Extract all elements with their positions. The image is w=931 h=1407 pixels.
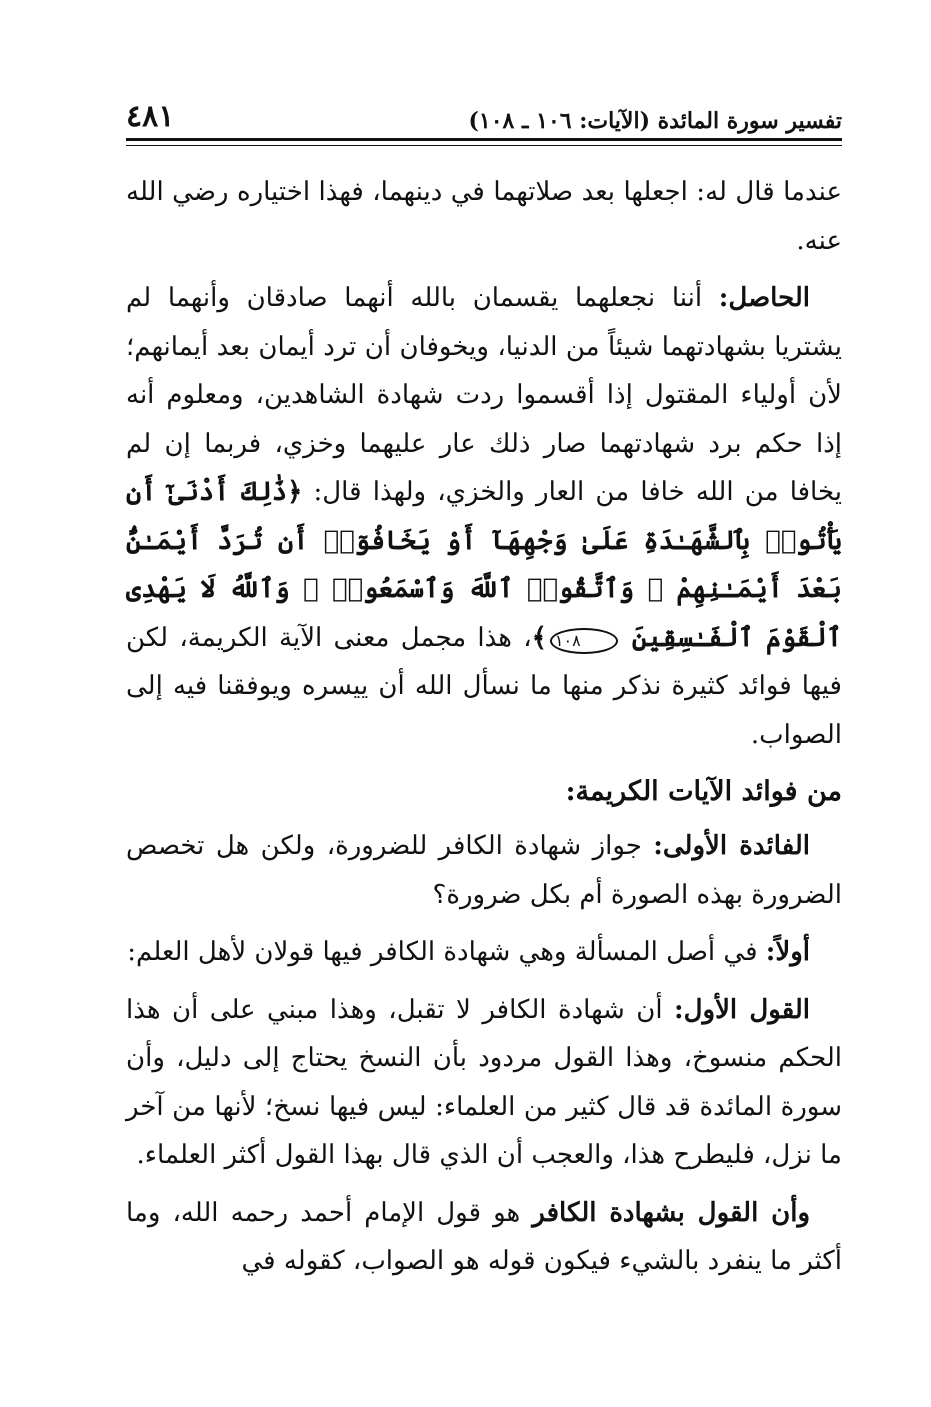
- paragraph-label: الحاصل:: [718, 283, 810, 313]
- paragraph: [126, 986, 842, 1180]
- quran-bracket: ﴾: [531, 622, 547, 653]
- paragraph-label: أولاً:: [765, 937, 810, 967]
- page-number: ٤٨١: [126, 99, 175, 134]
- paragraph-text: أننا نجعلهما يقسمان بالله أنهما صادقان وأنهما لم يشتريا بشهادتهما شيئاً من الدنيا، ويخوفان أن ترد أيمان بعد أيمانهم؛ لأن أولياء المقتول إذا أقسموا ردت شهادة الشاهدين، ومعلوم أنه إذا حكم برد شهادتهما صار ذلك عار عليهما وخزي، فربما إن لم يخافا من الله خافا من العار والخزي، ولهذا قال:: [126, 283, 842, 507]
- section-heading: من فوائد الآيات الكريمة:: [565, 776, 842, 807]
- ayah-number-mark: ١٠٨: [550, 628, 618, 654]
- page-body: [126, 168, 842, 1295]
- paragraph-text: جواز شهادة الكافر للضرورة، ولكن هل تخصص الضرورة بهذه الصورة أم بكل ضرورة؟: [126, 831, 842, 910]
- paragraph-text: في أصل المسألة وهي شهادة الكافر فيها قولان لأهل العلم:: [127, 937, 758, 967]
- paragraph-label: القول الأول:: [674, 994, 810, 1025]
- paragraph-label: وأن القول بشهادة الكافر: [532, 1197, 811, 1228]
- paragraph: [126, 274, 842, 759]
- quran-verse: ﴿ذَٰلِكَ أَدْنَىٰٓ أَن يَأْتُوا۟ بِٱلشَّهَـٰدَةِ عَلَىٰ وَجْهِهَآ أَوْ يَخَافُوٓا۟ أَن تُرَدَّ أَيْمَـٰنٌۢ بَعْدَ أَيْمَـٰنِهِمْ ۗ وَٱتَّقُوا۟ ٱللَّهَ وَٱسْمَعُوا۟ ۗ وَٱللَّهُ لَا يَهْدِى ٱلْقَوْمَ ٱلْفَـٰسِقِينَ: [126, 477, 842, 653]
- paragraph: [126, 822, 842, 919]
- header-title: تفسير سورة المائدة (الآيات: ١٠٦ ـ ١٠٨): [468, 108, 842, 134]
- paragraph: [126, 1189, 842, 1286]
- paragraph-text: هو قول الإمام أحمد رحمه الله، وما أكثر ما ينفرد بالشيء فيكون قوله هو الصواب، كقوله في: [126, 1197, 842, 1276]
- header-rule-thick: [126, 138, 842, 141]
- header-rule-thin: [126, 145, 842, 146]
- paragraph-text: ، هذا مجمل معنى الآية الكريمة، لكن فيها فوائد كثيرة نذكر منها ما نسأل الله أن ييسره ويوفقنا فيه إلى الصواب.: [126, 622, 842, 750]
- paragraph-label: الفائدة الأولى:: [653, 831, 811, 861]
- paragraph: [126, 928, 842, 977]
- paragraph-text: أن شهادة الكافر لا تقبل، وهذا مبني على أن هذا الحكم منسوخ، وهذا القول مردود بأن النسخ يحتاج إلى دليل، وأن سورة المائدة قد قال كثير من العلماء: ليس فيها نسخ؛ لأنها من آخر ما نزل، فليطرح هذا، والعجب أن الذي قال بهذا القول أكثر العلماء.: [126, 994, 842, 1170]
- paragraph: عندما قال له: اجعلها بعد صلاتهما في دينهما، فهذا اختياره رضي الله عنه.: [126, 177, 842, 256]
- running-header: [126, 100, 842, 134]
